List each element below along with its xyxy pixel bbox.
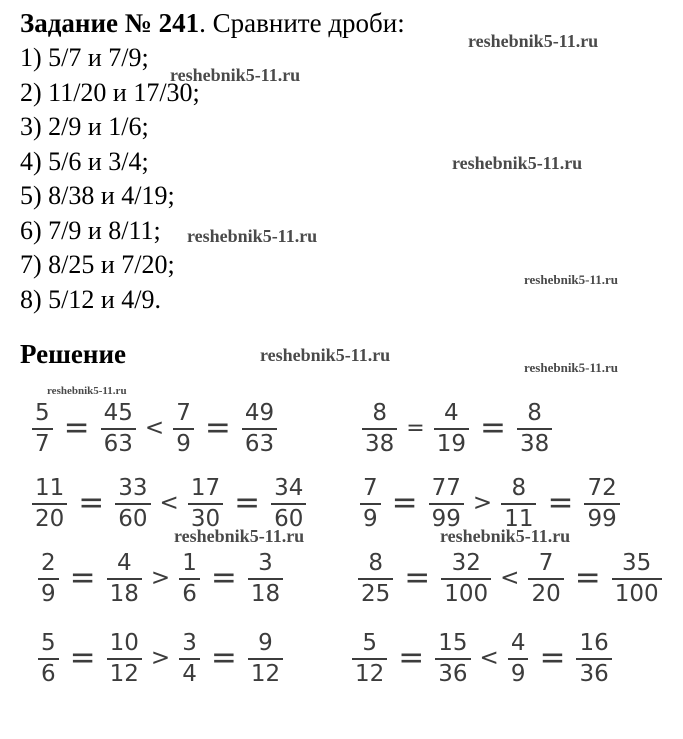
numerator: 49 [244, 400, 275, 426]
fraction-equation [360, 476, 620, 531]
fraction [584, 476, 619, 531]
fraction-bar [358, 578, 393, 580]
equals-sign: = [210, 640, 237, 676]
fraction [242, 401, 277, 456]
task-item: 5) 8/38 и 4/19; [20, 181, 175, 210]
task-number: Задание № 241 [20, 8, 200, 38]
fraction-bar [173, 428, 194, 430]
solution-title: Решение [20, 339, 126, 369]
watermark: reshebnik5-11.ru [440, 526, 571, 546]
numerator: 7 [176, 400, 191, 426]
numerator: 8 [511, 475, 527, 501]
fraction [107, 631, 142, 686]
fraction-bar [434, 428, 469, 430]
equals-sign: = [234, 485, 261, 521]
denominator: 19 [436, 431, 466, 457]
fraction-equation [358, 551, 662, 606]
equals-sign: = [69, 640, 96, 676]
denominator: 9 [363, 506, 378, 532]
numerator: 8 [527, 400, 542, 426]
watermark: reshebnik5-11.ru [468, 31, 599, 51]
fraction [517, 401, 552, 456]
fraction [360, 476, 381, 531]
fraction [107, 551, 142, 606]
fraction [358, 551, 393, 606]
equals-sign: = [204, 410, 231, 446]
denominator: 12 [250, 661, 281, 687]
numerator: 15 [438, 630, 468, 656]
fraction-bar [32, 428, 53, 430]
watermark: reshebnik5-11.ru [170, 65, 301, 85]
numerator: 10 [109, 630, 139, 656]
fraction [32, 401, 53, 456]
comparison-sign: > [472, 490, 493, 516]
fraction [612, 551, 662, 606]
task-item: 4) 5/6 и 3/4; [20, 146, 149, 176]
fraction-bar [248, 578, 283, 580]
fraction-bar [528, 578, 563, 580]
fraction [248, 551, 283, 606]
numerator: 77 [431, 475, 461, 501]
denominator: 12 [355, 661, 385, 687]
fraction [179, 551, 200, 606]
numerator: 4 [444, 400, 459, 426]
numerator: 7 [538, 550, 554, 576]
watermark: reshebnik5-11.ru [524, 272, 619, 287]
equals-sign: = [480, 410, 506, 446]
watermark: reshebnik5-11.ru [47, 385, 127, 397]
task-heading [20, 7, 405, 39]
fraction [32, 476, 67, 531]
watermark: reshebnik5-11.ru [452, 153, 583, 173]
fraction-equation [352, 631, 612, 686]
numerator: 17 [190, 475, 221, 501]
numerator: 4 [510, 630, 526, 656]
comparison-sign: > [150, 565, 171, 591]
watermark: reshebnik5-11.ru [260, 345, 391, 365]
denominator: 6 [41, 661, 56, 687]
fraction-bar [107, 578, 142, 580]
equals-sign: = [63, 410, 90, 446]
numerator: 11 [35, 475, 65, 501]
fraction-bar [362, 428, 397, 430]
denominator: 12 [109, 661, 139, 687]
equals-sign: = [391, 485, 418, 521]
watermark: reshebnik5-11.ru [187, 226, 318, 246]
equals-sign: = [574, 560, 601, 596]
denominator: 11 [504, 506, 534, 532]
fraction [115, 476, 150, 531]
denominator: 63 [103, 431, 133, 457]
denominator: 30 [190, 506, 221, 532]
denominator: 63 [244, 431, 275, 457]
fraction [248, 631, 283, 686]
denominator: 18 [109, 581, 139, 607]
fraction [508, 631, 529, 686]
fraction [38, 631, 59, 686]
denominator: 100 [444, 581, 489, 607]
numerator: 33 [118, 475, 148, 501]
fraction [429, 476, 464, 531]
numerator: 16 [579, 630, 609, 656]
fraction-bar [612, 578, 662, 580]
numerator: 35 [622, 550, 652, 576]
fraction [179, 631, 200, 686]
comparison-sign: < [500, 565, 520, 591]
denominator: 36 [579, 661, 609, 687]
denominator: 99 [587, 506, 617, 532]
numerator: 3 [258, 550, 273, 576]
fraction-bar [107, 658, 142, 660]
equals-sign: = [210, 560, 237, 596]
comparison-sign: = [406, 415, 425, 441]
numerator: 2 [41, 550, 56, 576]
fraction [38, 551, 59, 606]
comparison-sign: < [479, 645, 499, 671]
fraction-bar [38, 578, 59, 580]
fraction [501, 476, 536, 531]
fraction [271, 476, 306, 531]
task-item: 7) 8/25 и 7/20; [20, 250, 175, 279]
fraction-equation [32, 476, 306, 531]
numerator: 8 [372, 400, 387, 426]
denominator: 20 [531, 581, 561, 607]
task-prompt: . Сравните дроби: [199, 8, 405, 38]
fraction-bar [32, 503, 67, 505]
fraction [352, 631, 387, 686]
fraction-bar [101, 428, 136, 430]
numerator: 7 [363, 475, 378, 501]
denominator: 4 [182, 661, 197, 687]
fraction [576, 631, 611, 686]
denominator: 9 [41, 581, 56, 607]
fraction [173, 401, 194, 456]
task-item: 6) 7/9 и 8/11; [20, 215, 161, 245]
fraction-bar [179, 578, 200, 580]
numerator: 1 [182, 550, 197, 576]
fraction [434, 401, 469, 456]
task-item: 1) 5/7 и 7/9; [20, 43, 149, 72]
equals-sign: = [539, 640, 566, 676]
task-item: 3) 2/9 и 1/6; [20, 112, 149, 141]
fraction-bar [188, 503, 223, 505]
fraction-equation [362, 401, 552, 456]
fraction-bar [352, 658, 387, 660]
denominator: 9 [510, 661, 526, 687]
fraction [101, 401, 136, 456]
fraction [441, 551, 491, 606]
comparison-sign: > [150, 645, 171, 671]
numerator: 5 [362, 630, 377, 656]
denominator: 18 [250, 581, 281, 607]
fraction-bar [242, 428, 277, 430]
denominator: 99 [431, 506, 461, 532]
watermark: reshebnik5-11.ru [174, 526, 305, 546]
denominator: 20 [35, 506, 65, 532]
fraction-equation [38, 631, 283, 686]
fraction-bar [517, 428, 552, 430]
fraction-bar [435, 658, 470, 660]
fraction [188, 476, 223, 531]
fraction-bar [429, 503, 464, 505]
denominator: 38 [519, 431, 550, 457]
fraction-bar [38, 658, 59, 660]
denominator: 60 [118, 506, 148, 532]
equals-sign: = [78, 485, 105, 521]
denominator: 6 [182, 581, 197, 607]
denominator: 100 [614, 581, 659, 607]
fraction-equation [38, 551, 283, 606]
numerator: 34 [274, 475, 304, 501]
denominator: 36 [438, 661, 468, 687]
equals-sign: = [404, 560, 431, 596]
fraction [435, 631, 470, 686]
fraction-bar [501, 503, 536, 505]
fraction-bar [441, 578, 491, 580]
numerator: 32 [451, 550, 481, 576]
fraction [528, 551, 563, 606]
fraction-bar [360, 503, 381, 505]
watermark: reshebnik5-11.ru [524, 360, 619, 375]
denominator: 38 [365, 431, 395, 457]
numerator: 8 [368, 550, 383, 576]
fraction-bar [271, 503, 306, 505]
numerator: 45 [103, 400, 133, 426]
numerator: 72 [587, 475, 617, 501]
denominator: 7 [35, 431, 50, 457]
numerator: 9 [258, 630, 273, 656]
fraction-bar [508, 658, 529, 660]
task-item: 2) 11/20 и 17/30; [20, 77, 200, 107]
fraction-bar [584, 503, 619, 505]
fraction-equation [32, 401, 277, 456]
numerator: 5 [41, 630, 56, 656]
comparison-sign: < [159, 490, 179, 516]
fraction-bar [115, 503, 150, 505]
fraction-bar [248, 658, 283, 660]
comparison-sign: < [144, 415, 165, 441]
denominator: 9 [176, 431, 191, 457]
numerator: 4 [116, 550, 132, 576]
equals-sign: = [398, 640, 425, 676]
fraction-bar [576, 658, 611, 660]
denominator: 60 [274, 506, 304, 532]
equals-sign: = [69, 560, 96, 596]
equals-sign: = [547, 485, 574, 521]
numerator: 5 [35, 400, 50, 426]
numerator: 3 [182, 630, 197, 656]
fraction-bar [179, 658, 200, 660]
denominator: 25 [361, 581, 391, 607]
fraction [362, 401, 397, 456]
task-item: 8) 5/12 и 4/9. [20, 284, 162, 314]
